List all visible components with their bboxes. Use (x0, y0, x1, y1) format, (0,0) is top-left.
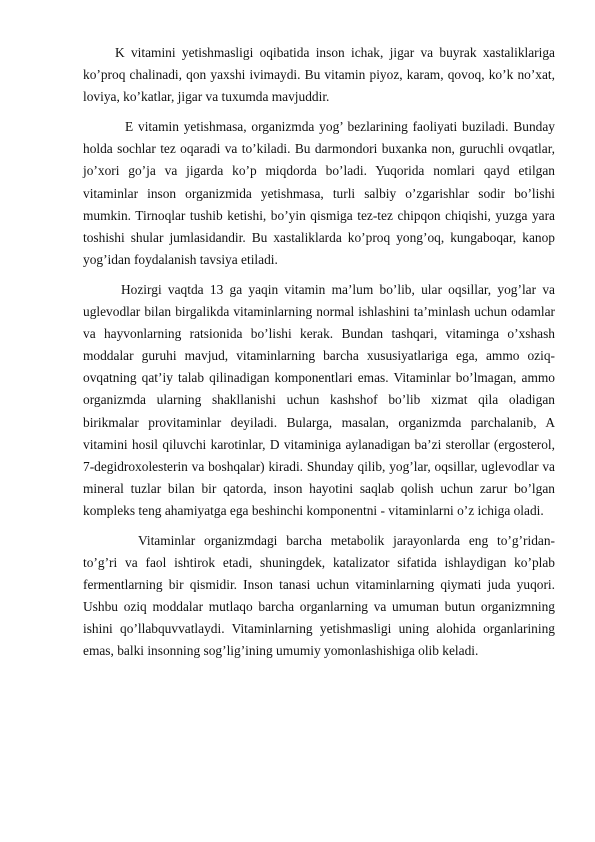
document-page (83, 42, 555, 671)
paragraph-vitamin-role: Vitaminlar organizmdagi barcha metabolik jarayonlarda eng to’g’ridan-to’g’ri va faol ishtirok etadi, shuningdek, katalizator sifatida ishlaydigan ko’plab fermentlarning bir qismidir. Inson tanasi uchun vitaminlarning qiymati juda yuqori. Ushbu oziq moddalar mutlaqo barcha organlarning va umuman butun organizmning ishini qo’llabquvvatlaydi. Vitaminlarning yetishmasligi uning alohida organlarining emas, balki insonning sog’lig’ining umumiy yomonlashishiga olib keladi. (83, 532, 555, 659)
paragraph-vitamin-k: K vitamini yetishmasligi oqibatida inson ichak, jigar va buyrak xastaliklariga ko’proq chalinadi, qon yaxshi ivimaydi. Bu vitamin piyoz, karam, qovoq, ko’k no’xat, loviya, ko’katlar, jigar va tuxumda mavjuddir. (83, 45, 555, 105)
paragraph-vitamin-e: E vitamin yetishmasa, organizmda yog’ bezlarining faoliyati buziladi. Bunday holda sochlar tez oqaradi va to’kiladi. Bu darmondori buxanka non, guruchli ovqatlar, jo’xori go’ja va jigarda ko’p miqdorda bo’ladi. Yuqorida nomlari qayd etilgan vitaminlar inson organizmida yetishmasa, turli salbiy o’zgarishlar sodir bo’lishi mumkin. Tirnoqlar tushib ketishi, bo’yin qismiga tez-tez chipqon chiqishi, yuzga yara toshishi shular jumlasidandir. Bu xastaliklarda ko’proq yong’oq, kungaboqar, kanop yog’idan foydalanish tavsiya etiladi. (83, 119, 555, 267)
paragraph-vitamin-count: Hozirgi vaqtda 13 ga yaqin vitamin ma’lum bo’lib, ular oqsillar, yog’lar va uglevodlar bilan birgalikda vitaminlarning normal ishlashini ta’minlash uchun odamlar va hayvonlarning ratsionida bo’lishi kerak. Bundan tashqari, vitaminga o’xshash moddalar guruhi mavjud, vitaminlarning barcha xususiyatlariga ega, ammo oziq-ovqatning qat’iy talab qilinadigan komponentlari emas. Vitaminlar bo’lmagan, ammo organizmda ularning shakllanishi uchun kashshof bo’lib xizmat qila oladigan birikmalar provitaminlar deyiladi. Bularga, masalan, organizmda parchalanib, A vitamini hosil qiluvchi karotinlar, D vitaminiga aylanadigan ba’zi sterollar (ergosterol, 7-degidroxolesterin va boshqalar) kiradi. Shunday qilib, yog’lar, oqsillar, uglevodlar va mineral tuzlar bilan bir qatorda, inson hayotini saqlab qolish uchun zarur bo’lgan kompleks teng ahamiyatga ega beshinchi komponentni - vitaminlarni o’z ichiga oladi. (83, 281, 555, 518)
